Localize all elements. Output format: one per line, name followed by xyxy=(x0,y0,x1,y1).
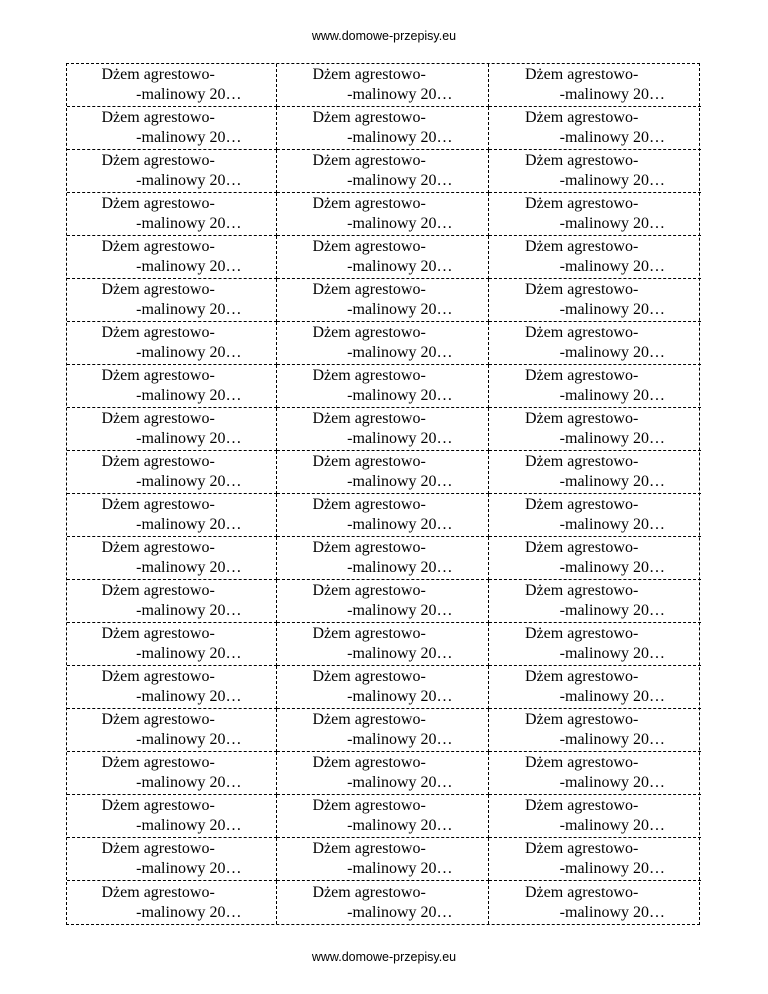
label-line-1: Dżem agrestowo- xyxy=(525,797,639,814)
label-line-1: Dżem agrestowo- xyxy=(525,410,639,427)
label-line-1: Dżem agrestowo- xyxy=(312,152,426,169)
label-line-1: Dżem agrestowo- xyxy=(101,367,215,384)
label-line-2: -malinowy 20… xyxy=(136,817,242,834)
jam-label xyxy=(67,537,277,580)
jam-label xyxy=(277,709,489,752)
label-line-2: -malinowy 20… xyxy=(136,688,242,705)
jam-label xyxy=(489,881,701,924)
label-line-1: Dżem agrestowo- xyxy=(525,152,639,169)
jam-label xyxy=(277,881,489,924)
label-line-1: Dżem agrestowo- xyxy=(101,711,215,728)
label-line-2: -malinowy 20… xyxy=(136,731,242,748)
jam-label xyxy=(67,752,277,795)
label-line-1: Dżem agrestowo- xyxy=(312,109,426,126)
label-line-2: -malinowy 20… xyxy=(136,258,242,275)
label-line-2: -malinowy 20… xyxy=(136,559,242,576)
label-line-2: -malinowy 20… xyxy=(347,387,453,404)
jam-label xyxy=(67,322,277,365)
label-line-2: -malinowy 20… xyxy=(559,903,665,921)
jam-label xyxy=(489,365,701,408)
jam-label xyxy=(277,279,489,322)
footer-url: www.domowe-przepisy.eu xyxy=(311,950,457,964)
label-line-1: Dżem agrestowo- xyxy=(312,754,426,771)
label-line-2: -malinowy 20… xyxy=(136,903,242,921)
jam-label xyxy=(489,64,701,107)
label-line-1: Dżem agrestowo- xyxy=(525,668,639,685)
label-line-2: -malinowy 20… xyxy=(559,516,665,533)
label-line-2: -malinowy 20… xyxy=(559,817,665,834)
label-line-2: -malinowy 20… xyxy=(136,430,242,447)
label-line-1: Dżem agrestowo- xyxy=(101,668,215,685)
label-line-1: Dżem agrestowo- xyxy=(101,539,215,556)
label-line-1: Dżem agrestowo- xyxy=(101,281,215,298)
jam-label xyxy=(489,193,701,236)
label-line-2: -malinowy 20… xyxy=(347,903,453,921)
jam-label xyxy=(67,795,277,838)
jam-label xyxy=(277,623,489,666)
jam-label xyxy=(67,580,277,623)
label-line-1: Dżem agrestowo- xyxy=(312,410,426,427)
jam-label xyxy=(277,365,489,408)
label-line-2: -malinowy 20… xyxy=(136,215,242,232)
jam-label xyxy=(277,107,489,150)
jam-label xyxy=(67,64,277,107)
label-line-2: -malinowy 20… xyxy=(347,129,453,146)
label-line-1: Dżem agrestowo- xyxy=(525,883,639,901)
label-line-1: Dżem agrestowo- xyxy=(101,410,215,427)
label-line-1: Dżem agrestowo- xyxy=(525,754,639,771)
label-line-2: -malinowy 20… xyxy=(347,516,453,533)
jam-label xyxy=(67,107,277,150)
jam-label xyxy=(277,838,489,881)
label-line-1: Dżem agrestowo- xyxy=(525,711,639,728)
label-line-2: -malinowy 20… xyxy=(136,645,242,662)
jam-label xyxy=(67,666,277,709)
jam-label xyxy=(277,408,489,451)
header-url: www.domowe-przepisy.eu xyxy=(311,29,457,43)
label-line-1: Dżem agrestowo- xyxy=(525,453,639,470)
label-line-1: Dżem agrestowo- xyxy=(525,281,639,298)
label-line-1: Dżem agrestowo- xyxy=(525,625,639,642)
label-line-1: Dżem agrestowo- xyxy=(101,797,215,814)
jam-label xyxy=(67,623,277,666)
label-line-1: Dżem agrestowo- xyxy=(312,539,426,556)
jam-label xyxy=(67,236,277,279)
jam-label xyxy=(277,150,489,193)
label-line-1: Dżem agrestowo- xyxy=(312,883,426,901)
label-line-2: -malinowy 20… xyxy=(559,430,665,447)
label-line-2: -malinowy 20… xyxy=(347,430,453,447)
label-line-2: -malinowy 20… xyxy=(559,344,665,361)
jam-label xyxy=(277,236,489,279)
label-line-2: -malinowy 20… xyxy=(347,860,453,877)
jam-label xyxy=(489,838,701,881)
label-line-1: Dżem agrestowo- xyxy=(525,66,639,83)
label-line-1: Dżem agrestowo- xyxy=(525,840,639,857)
label-line-2: -malinowy 20… xyxy=(347,559,453,576)
jam-label xyxy=(67,709,277,752)
label-line-1: Dżem agrestowo- xyxy=(101,195,215,212)
label-line-2: -malinowy 20… xyxy=(559,860,665,877)
jam-label xyxy=(489,666,701,709)
label-line-1: Dżem agrestowo- xyxy=(101,883,215,901)
jam-label xyxy=(489,236,701,279)
label-line-2: -malinowy 20… xyxy=(136,86,242,103)
label-line-1: Dżem agrestowo- xyxy=(101,582,215,599)
jam-label xyxy=(489,752,701,795)
label-line-1: Dżem agrestowo- xyxy=(101,109,215,126)
label-line-2: -malinowy 20… xyxy=(136,602,242,619)
label-line-2: -malinowy 20… xyxy=(559,731,665,748)
jam-label xyxy=(277,193,489,236)
label-line-1: Dżem agrestowo- xyxy=(312,840,426,857)
label-line-1: Dżem agrestowo- xyxy=(101,496,215,513)
label-line-2: -malinowy 20… xyxy=(559,602,665,619)
label-line-1: Dżem agrestowo- xyxy=(312,496,426,513)
jam-label xyxy=(67,193,277,236)
label-line-1: Dżem agrestowo- xyxy=(101,625,215,642)
label-line-2: -malinowy 20… xyxy=(347,688,453,705)
jam-label xyxy=(489,107,701,150)
jam-label xyxy=(489,279,701,322)
label-line-1: Dżem agrestowo- xyxy=(312,238,426,255)
jam-label xyxy=(277,537,489,580)
jam-label xyxy=(67,408,277,451)
label-line-2: -malinowy 20… xyxy=(559,387,665,404)
label-line-1: Dżem agrestowo- xyxy=(312,668,426,685)
label-line-2: -malinowy 20… xyxy=(136,473,242,490)
label-line-1: Dżem agrestowo- xyxy=(312,453,426,470)
label-line-1: Dżem agrestowo- xyxy=(525,496,639,513)
label-line-2: -malinowy 20… xyxy=(559,215,665,232)
jam-label xyxy=(67,838,277,881)
label-line-2: -malinowy 20… xyxy=(347,301,453,318)
jam-label xyxy=(489,451,701,494)
label-line-1: Dżem agrestowo- xyxy=(101,754,215,771)
label-line-2: -malinowy 20… xyxy=(559,473,665,490)
jam-label xyxy=(277,494,489,537)
label-line-2: -malinowy 20… xyxy=(136,860,242,877)
label-line-2: -malinowy 20… xyxy=(559,688,665,705)
label-line-2: -malinowy 20… xyxy=(347,258,453,275)
label-line-1: Dżem agrestowo- xyxy=(312,66,426,83)
label-line-1: Dżem agrestowo- xyxy=(525,582,639,599)
label-line-2: -malinowy 20… xyxy=(559,129,665,146)
label-line-1: Dżem agrestowo- xyxy=(525,539,639,556)
label-line-1: Dżem agrestowo- xyxy=(525,109,639,126)
label-line-1: Dżem agrestowo- xyxy=(525,238,639,255)
label-line-2: -malinowy 20… xyxy=(136,129,242,146)
label-line-2: -malinowy 20… xyxy=(559,86,665,103)
jam-label xyxy=(277,795,489,838)
label-line-2: -malinowy 20… xyxy=(136,774,242,791)
label-line-2: -malinowy 20… xyxy=(136,344,242,361)
label-line-1: Dżem agrestowo- xyxy=(101,840,215,857)
jam-label xyxy=(67,451,277,494)
label-line-1: Dżem agrestowo- xyxy=(312,281,426,298)
jam-label xyxy=(67,494,277,537)
label-line-2: -malinowy 20… xyxy=(347,645,453,662)
jam-label xyxy=(67,881,277,924)
label-line-1: Dżem agrestowo- xyxy=(101,453,215,470)
label-line-2: -malinowy 20… xyxy=(347,215,453,232)
jam-label xyxy=(489,150,701,193)
jam-label xyxy=(277,580,489,623)
jam-label xyxy=(489,709,701,752)
jam-label xyxy=(489,322,701,365)
label-line-2: -malinowy 20… xyxy=(559,172,665,189)
jam-label xyxy=(489,580,701,623)
label-line-1: Dżem agrestowo- xyxy=(312,797,426,814)
label-line-2: -malinowy 20… xyxy=(347,473,453,490)
jam-label xyxy=(277,64,489,107)
jam-label xyxy=(277,322,489,365)
label-line-2: -malinowy 20… xyxy=(136,516,242,533)
label-line-1: Dżem agrestowo- xyxy=(525,195,639,212)
jam-label xyxy=(277,752,489,795)
jam-label xyxy=(67,365,277,408)
label-line-2: -malinowy 20… xyxy=(347,86,453,103)
jam-label xyxy=(277,666,489,709)
label-line-1: Dżem agrestowo- xyxy=(312,582,426,599)
label-line-1: Dżem agrestowo- xyxy=(101,324,215,341)
label-line-2: -malinowy 20… xyxy=(559,645,665,662)
jam-label xyxy=(67,150,277,193)
label-line-2: -malinowy 20… xyxy=(347,172,453,189)
jam-label xyxy=(489,537,701,580)
label-line-2: -malinowy 20… xyxy=(559,774,665,791)
jam-label xyxy=(489,408,701,451)
label-line-2: -malinowy 20… xyxy=(347,344,453,361)
label-line-2: -malinowy 20… xyxy=(347,602,453,619)
label-line-1: Dżem agrestowo- xyxy=(312,324,426,341)
label-line-2: -malinowy 20… xyxy=(559,258,665,275)
jam-label xyxy=(489,623,701,666)
label-line-1: Dżem agrestowo- xyxy=(101,66,215,83)
label-line-2: -malinowy 20… xyxy=(136,387,242,404)
jam-label xyxy=(277,451,489,494)
label-line-2: -malinowy 20… xyxy=(136,301,242,318)
jam-label xyxy=(489,795,701,838)
label-line-1: Dżem agrestowo- xyxy=(101,152,215,169)
label-line-2: -malinowy 20… xyxy=(347,731,453,748)
label-sheet xyxy=(66,63,700,925)
label-line-2: -malinowy 20… xyxy=(559,559,665,576)
label-line-2: -malinowy 20… xyxy=(136,172,242,189)
jam-label xyxy=(489,494,701,537)
label-line-1: Dżem agrestowo- xyxy=(312,625,426,642)
label-line-1: Dżem agrestowo- xyxy=(312,367,426,384)
label-line-2: -malinowy 20… xyxy=(559,301,665,318)
label-line-2: -malinowy 20… xyxy=(347,817,453,834)
label-line-2: -malinowy 20… xyxy=(347,774,453,791)
label-line-1: Dżem agrestowo- xyxy=(525,367,639,384)
label-line-1: Dżem agrestowo- xyxy=(312,711,426,728)
jam-label xyxy=(67,279,277,322)
label-line-1: Dżem agrestowo- xyxy=(312,195,426,212)
label-line-1: Dżem agrestowo- xyxy=(101,238,215,255)
label-line-1: Dżem agrestowo- xyxy=(525,324,639,341)
